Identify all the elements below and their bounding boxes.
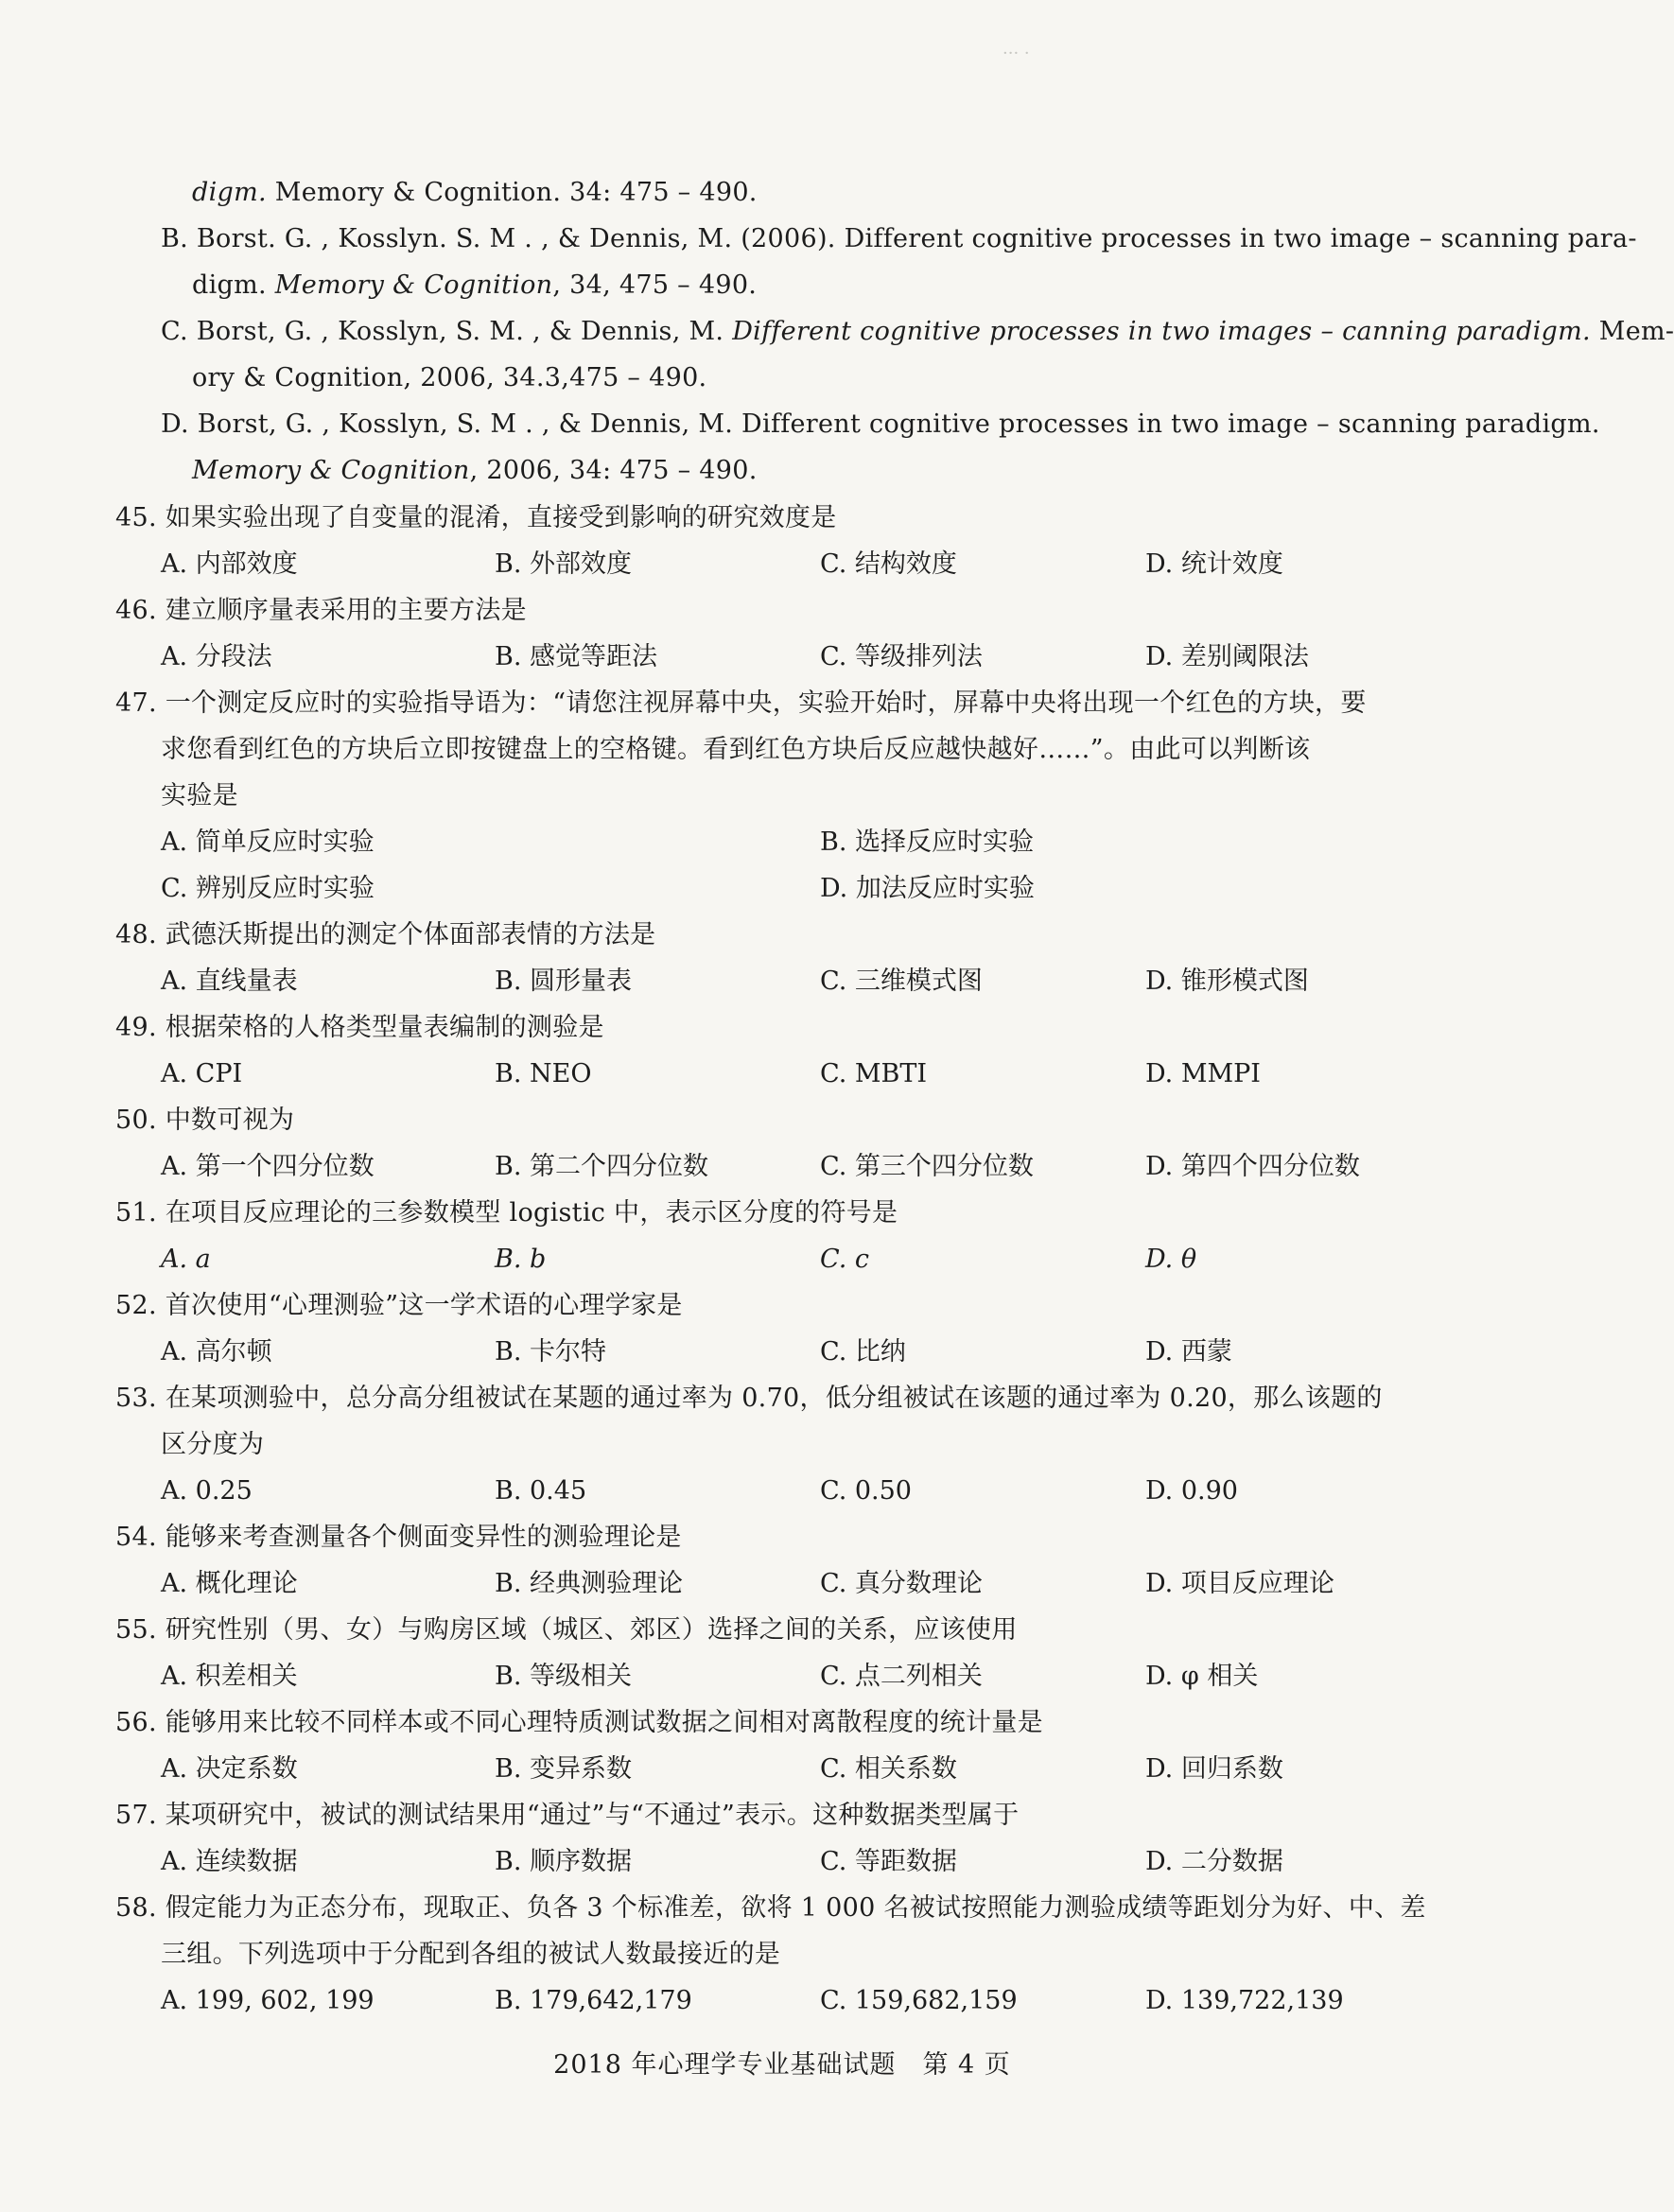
q52-option-a: A. 高尔顿: [161, 1337, 272, 1367]
q54-option-a: A. 概化理论: [161, 1569, 298, 1598]
q46-option-d: D. 差别阈限法: [1145, 642, 1309, 671]
question-48: 48. 武德沃斯提出的测定个体面部表情的方法是: [115, 920, 656, 949]
reference-option-d-line1: D. Borst, G. , Kosslyn, S. M . , & Dennis, M. Different cognitive processes in two image – scanning paradigm.: [161, 409, 1600, 439]
q53-option-d: D. 0.90: [1145, 1476, 1238, 1506]
q49-option-b: B. NEO: [495, 1059, 592, 1089]
question-56: 56. 能够用来比较不同样本或不同心理特质测试数据之间相对离散程度的统计量是: [115, 1708, 1043, 1737]
q50-option-d: D. 第四个四分位数: [1145, 1152, 1360, 1181]
q53-option-a: A. 0.25: [161, 1476, 253, 1506]
q48-option-d: D. 锥形模式图: [1145, 967, 1309, 996]
reference-option-c-line1: C. Borst, G. , Kosslyn, S. M. , & Dennis, M. Different cognitive processes in two images – canning paradigm. Mem-: [161, 317, 1674, 346]
q55-option-b: B. 等级相关: [495, 1662, 633, 1691]
q51-option-c: C. c: [820, 1245, 869, 1274]
q55-option-d: D. φ 相关: [1145, 1662, 1259, 1691]
reference-option-b-line1: B. Borst. G. , Kosslyn. S. M . , & Dennis, M. (2006). Different cognitive processes in two image – scanning para-: [161, 224, 1637, 253]
question-57: 57. 某项研究中，被试的测试结果用“通过”与“不通过”表示。这种数据类型属于: [115, 1801, 1020, 1830]
q58-option-a: A. 199, 602, 199: [161, 1986, 375, 2015]
reference-a-continuation: digm. Memory & Cognition. 34: 475 – 490.: [192, 178, 758, 207]
q45-option-b: B. 外部效度: [495, 549, 633, 579]
q56-option-a: A. 决定系数: [161, 1754, 298, 1784]
page-footer: 2018 年心理学专业基础试题 第 4 页: [553, 2050, 1011, 2080]
question-51: 51. 在项目反应理论的三参数模型 logistic 中，表示区分度的符号是: [115, 1198, 898, 1228]
q56-option-c: C. 相关系数: [820, 1754, 957, 1784]
q45-option-d: D. 统计效度: [1145, 549, 1283, 579]
question-58-line2: 三组。下列选项中于分配到各组的被试人数最接近的是: [161, 1940, 781, 1969]
q51-option-d: D. θ: [1145, 1245, 1197, 1274]
question-46: 46. 建立顺序量表采用的主要方法是: [115, 596, 527, 625]
scan-mark: ··· ·: [1003, 44, 1030, 63]
q58-option-c: C. 159,682,159: [820, 1986, 1018, 2015]
question-47-line2: 求您看到红色的方块后立即按键盘上的空格键。看到红色方块后反应越快越好……”。由此可以判断该: [161, 735, 1311, 764]
q52-option-d: D. 西蒙: [1145, 1337, 1232, 1367]
q57-option-b: B. 顺序数据: [495, 1847, 633, 1876]
q49-option-c: C. MBTI: [820, 1059, 928, 1089]
q50-option-b: B. 第二个四分位数: [495, 1152, 709, 1181]
q46-option-b: B. 感觉等距法: [495, 642, 658, 671]
reference-option-b-line2: digm. Memory & Cognition, 34, 475 – 490.: [192, 270, 758, 300]
q53-option-b: B. 0.45: [495, 1476, 587, 1506]
q47-option-c: C. 辨别反应时实验: [161, 874, 375, 903]
question-47-line3: 实验是: [161, 781, 238, 810]
question-49: 49. 根据荣格的人格类型量表编制的测验是: [115, 1013, 604, 1042]
q55-option-c: C. 点二列相关: [820, 1662, 983, 1691]
question-55: 55. 研究性别（男、女）与购房区域（城区、郊区）选择之间的关系，应该使用: [115, 1615, 1018, 1645]
question-45: 45. 如果实验出现了自变量的混淆，直接受到影响的研究效度是: [115, 503, 837, 532]
q57-option-d: D. 二分数据: [1145, 1847, 1283, 1876]
q56-option-b: B. 变异系数: [495, 1754, 633, 1784]
q50-option-a: A. 第一个四分位数: [161, 1152, 375, 1181]
question-50: 50. 中数可视为: [115, 1106, 295, 1135]
question-58: 58. 假定能力为正态分布，现取正、负各 3 个标准差，欲将 1 000 名被试按照能力测验成绩等距划分为好、中、差: [115, 1893, 1426, 1923]
q48-option-b: B. 圆形量表: [495, 967, 633, 996]
question-53-line2: 区分度为: [161, 1430, 265, 1459]
q55-option-a: A. 积差相关: [161, 1662, 298, 1691]
q45-option-a: A. 内部效度: [161, 549, 298, 579]
reference-option-c-line2: ory & Cognition, 2006, 34.3,475 – 490.: [192, 363, 707, 392]
q57-option-a: A. 连续数据: [161, 1847, 298, 1876]
q49-option-d: D. MMPI: [1145, 1059, 1261, 1089]
question-52: 52. 首次使用“心理测验”这一学术语的心理学家是: [115, 1291, 683, 1320]
q47-option-d: D. 加法反应时实验: [820, 874, 1035, 903]
q52-option-c: C. 比纳: [820, 1337, 906, 1367]
q47-option-a: A. 简单反应时实验: [161, 827, 375, 857]
reference-option-d-line2: Memory & Cognition, 2006, 34: 475 – 490.: [192, 456, 758, 485]
q58-option-d: D. 139,722,139: [1145, 1986, 1344, 2015]
q57-option-c: C. 等距数据: [820, 1847, 957, 1876]
q56-option-d: D. 回归系数: [1145, 1754, 1283, 1784]
q51-option-a: A. a: [161, 1245, 211, 1274]
q46-option-a: A. 分段法: [161, 642, 272, 671]
question-53: 53. 在某项测验中，总分高分组被试在某题的通过率为 0.70，低分组被试在该题的通过率为 0.20，那么该题的: [115, 1384, 1383, 1413]
q52-option-b: B. 卡尔特: [495, 1337, 607, 1367]
q49-option-a: A. CPI: [161, 1059, 243, 1089]
question-47: 47. 一个测定反应时的实验指导语为：“请您注视屏幕中央，实验开始时，屏幕中央将出现一个红色的方块，要: [115, 688, 1367, 718]
q58-option-b: B. 179,642,179: [495, 1986, 692, 2015]
q54-option-d: D. 项目反应理论: [1145, 1569, 1334, 1598]
q53-option-c: C. 0.50: [820, 1476, 912, 1506]
q51-option-b: B. b: [495, 1245, 547, 1274]
q45-option-c: C. 结构效度: [820, 549, 957, 579]
q48-option-a: A. 直线量表: [161, 967, 298, 996]
q50-option-c: C. 第三个四分位数: [820, 1152, 1034, 1181]
q46-option-c: C. 等级排列法: [820, 642, 983, 671]
question-54: 54. 能够来考查测量各个侧面变异性的测验理论是: [115, 1523, 682, 1552]
q48-option-c: C. 三维模式图: [820, 967, 983, 996]
q54-option-b: B. 经典测验理论: [495, 1569, 684, 1598]
q54-option-c: C. 真分数理论: [820, 1569, 983, 1598]
q47-option-b: B. 选择反应时实验: [820, 827, 1035, 857]
